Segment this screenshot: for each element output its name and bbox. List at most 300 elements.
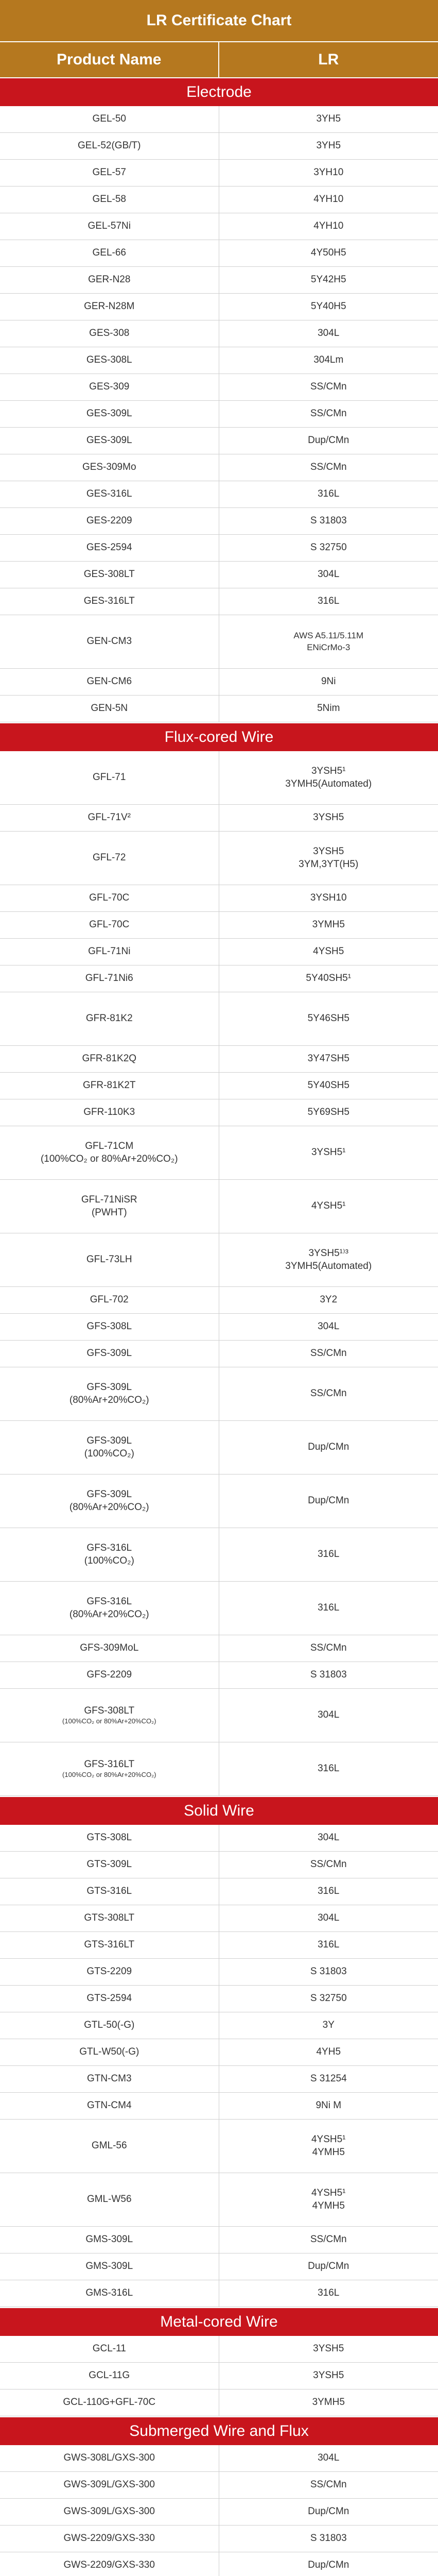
table-row <box>0 2173 438 2227</box>
product-name-cell <box>0 320 219 347</box>
product-name-cell <box>0 965 219 992</box>
lr-grade-cell <box>219 2363 438 2389</box>
lr-grade-text: 3YMH5(Automated) <box>285 778 372 789</box>
lr-grade-text: SS/CMn <box>310 1388 347 1399</box>
product-name-cell <box>0 1367 219 1420</box>
product-name-text: GEL-66 <box>92 247 126 259</box>
table-row <box>0 1475 438 1528</box>
table-row <box>0 1905 438 1932</box>
table-row <box>0 1959 438 1986</box>
lr-grade-text: 4YSH5¹ <box>311 2187 346 2198</box>
lr-grade-cell <box>219 588 438 615</box>
table-row <box>0 1367 438 1421</box>
product-name-text: GWS-2209/GXS-330 <box>63 2560 155 2571</box>
product-name-text: GEN-5N <box>91 703 128 714</box>
product-name-cell <box>0 2066 219 2092</box>
table-row <box>0 885 438 912</box>
product-name-text: GEL-52(GB/T) <box>78 140 141 151</box>
lr-grade-text: 3YH10 <box>313 167 344 178</box>
lr-grade-cell <box>219 213 438 240</box>
lr-grade-cell <box>219 1073 438 1099</box>
product-name-cell <box>0 374 219 400</box>
lr-grade-text: 5Y69SH5 <box>307 1107 349 1118</box>
section-header: Electrode <box>0 77 438 106</box>
product-name-cell <box>0 2280 219 2307</box>
lr-grade-text: 3YH5 <box>316 113 341 125</box>
product-name-cell <box>0 213 219 240</box>
lr-grade-text: S 31803 <box>310 1669 347 1681</box>
product-name-cell <box>0 2472 219 2498</box>
product-name-text: GES-309L <box>86 435 132 446</box>
product-name-cell <box>0 481 219 507</box>
product-name-text: GFL-71 <box>93 772 126 783</box>
product-name-text: GWS-308L/GXS-300 <box>63 2452 155 2464</box>
product-name-text: GFL-71NiSR <box>81 1194 137 1205</box>
table-row <box>0 1341 438 1367</box>
product-name-text: GFS-309L <box>86 1348 132 1359</box>
lr-grade-cell <box>219 2066 438 2092</box>
product-name-cell <box>0 2363 219 2389</box>
product-name-cell <box>0 535 219 561</box>
lr-grade-text: 4YMH5 <box>312 2200 345 2211</box>
lr-grade-text: 3YSH5¹ <box>311 765 346 776</box>
product-name-text: GTS-316L <box>86 1886 132 1897</box>
table-row <box>0 2472 438 2499</box>
lr-grade-cell <box>219 508 438 534</box>
table-row <box>0 267 438 294</box>
product-name-text: GFL-71CM <box>85 1140 134 1151</box>
product-name-cell <box>0 1986 219 2012</box>
lr-grade-text: 9Ni <box>321 676 336 687</box>
product-name-text: GFS-2209 <box>86 1669 132 1681</box>
product-name-text: GFL-71V² <box>87 812 131 823</box>
product-name-cell <box>0 1635 219 1662</box>
product-name-cell <box>0 2253 219 2280</box>
product-name-cell <box>0 2093 219 2119</box>
product-name-cell <box>0 267 219 293</box>
product-name-text: GFS-309L <box>86 1435 132 1446</box>
lr-grade-cell <box>219 912 438 938</box>
table-row <box>0 965 438 992</box>
table-row <box>0 1528 438 1582</box>
product-name-cell <box>0 588 219 615</box>
lr-grade-cell <box>219 992 438 1045</box>
table-row <box>0 1986 438 2012</box>
product-name-cell <box>0 2173 219 2226</box>
lr-grade-text: 4YH10 <box>313 221 344 232</box>
table-row <box>0 481 438 508</box>
product-name-cell <box>0 1582 219 1635</box>
lr-grade-cell <box>219 133 438 159</box>
section-header: Flux-cored Wire <box>0 722 438 751</box>
lr-grade-cell <box>219 454 438 481</box>
table-row <box>0 1689 438 1742</box>
lr-grade-text: 316L <box>318 1939 340 1951</box>
lr-grade-text: 4YSH5¹ <box>311 2133 346 2145</box>
product-name-cell <box>0 1233 219 1286</box>
lr-grade-text: S 32750 <box>310 542 347 553</box>
product-name-text: GES-2594 <box>86 542 132 553</box>
lr-grade-cell <box>219 1878 438 1905</box>
table-row <box>0 751 438 805</box>
lr-grade-cell <box>219 2552 438 2576</box>
product-name-text: GCL-110G+GFL-70C <box>63 2397 156 2408</box>
lr-grade-text: 304L <box>318 569 340 580</box>
lr-grade-cell <box>219 2012 438 2039</box>
table-row <box>0 2253 438 2280</box>
table-row <box>0 1046 438 1073</box>
product-name-cell <box>0 2039 219 2065</box>
table-row <box>0 2280 438 2307</box>
product-name-cell <box>0 1126 219 1179</box>
product-name-text: (100%CO₂) <box>84 1555 134 1566</box>
lr-grade-text: Dup/CMn <box>308 435 349 446</box>
lr-grade-cell <box>219 805 438 831</box>
product-name-text: GES-308L <box>86 354 132 366</box>
lr-grade-text: 3YMH5 <box>312 2397 345 2408</box>
lr-grade-text: SS/CMn <box>310 1642 347 1654</box>
lr-grade-cell <box>219 1046 438 1072</box>
lr-grade-text: 3YSH10 <box>310 892 347 904</box>
product-name-cell <box>0 562 219 588</box>
product-name-text: GFL-71Ni <box>88 946 131 957</box>
table-row <box>0 213 438 240</box>
table-row <box>0 160 438 187</box>
product-name-text: GFL-71Ni6 <box>85 973 133 984</box>
lr-grade-text: 4YSH5¹ <box>311 1200 346 1212</box>
lr-grade-cell <box>219 2093 438 2119</box>
lr-grade-cell <box>219 1099 438 1126</box>
product-name-text: GES-309 <box>89 381 130 393</box>
lr-grade-cell <box>219 1852 438 1878</box>
table-row <box>0 2093 438 2120</box>
product-name-text: GFL-70C <box>89 919 130 930</box>
lr-grade-cell <box>219 2472 438 2498</box>
lr-grade-cell <box>219 160 438 186</box>
product-name-cell <box>0 1046 219 1072</box>
lr-column-header: LR <box>318 51 339 68</box>
product-name-cell <box>0 1180 219 1233</box>
lr-grade-cell <box>219 428 438 454</box>
lr-grade-cell <box>219 2526 438 2552</box>
lr-grade-text: 3Y47SH5 <box>307 1053 349 1064</box>
table-row <box>0 2389 438 2416</box>
product-name-cell <box>0 2120 219 2173</box>
product-name-cell <box>0 1689 219 1742</box>
product-name-text: GEL-57Ni <box>87 221 131 232</box>
lr-grade-cell <box>219 1528 438 1581</box>
lr-grade-cell <box>219 939 438 965</box>
table-row <box>0 2012 438 2039</box>
product-name-text: GFS-309MoL <box>80 1642 139 1654</box>
product-name-text: GTS-2209 <box>86 1966 132 1977</box>
lr-grade-text: 316L <box>318 1549 340 1560</box>
product-name-text: GTS-316LT <box>84 1939 135 1951</box>
product-name-text: (80%Ar+20%CO₂) <box>69 1501 149 1513</box>
lr-grade-cell <box>219 965 438 992</box>
lr-grade-cell <box>219 1959 438 1985</box>
lr-grade-cell <box>219 832 438 885</box>
lr-grade-cell <box>219 2227 438 2253</box>
lr-grade-text: 316L <box>318 596 340 607</box>
product-name-text: GEL-58 <box>92 194 126 205</box>
lr-grade-cell <box>219 1367 438 1420</box>
lr-grade-cell <box>219 1126 438 1179</box>
lr-grade-text: SS/CMn <box>310 408 347 419</box>
product-name-text: (100%CO₂ or 80%Ar+20%CO₂) <box>62 1717 156 1725</box>
product-name-text: GTL-W50(-G) <box>79 2046 139 2058</box>
lr-grade-text: 3YH5 <box>316 140 341 151</box>
table-row <box>0 1126 438 1180</box>
product-name-cell <box>0 133 219 159</box>
product-name-cell <box>0 187 219 213</box>
lr-grade-cell <box>219 1905 438 1931</box>
lr-grade-cell <box>219 401 438 427</box>
lr-grade-text: 3YSH5¹⁾³ <box>308 1247 349 1259</box>
column-header-row <box>0 41 438 77</box>
product-name-cell <box>0 615 219 668</box>
table-row <box>0 1314 438 1341</box>
lr-grade-cell <box>219 294 438 320</box>
lr-grade-cell <box>219 2499 438 2525</box>
lr-grade-text: AWS A5.11/5.11M <box>293 631 364 641</box>
lr-grade-text: SS/CMn <box>310 1348 347 1359</box>
table-row <box>0 669 438 696</box>
lr-grade-cell <box>219 1932 438 1958</box>
lr-grade-cell <box>219 1475 438 1528</box>
lr-grade-text: 4YH10 <box>313 194 344 205</box>
lr-grade-text: 304L <box>318 1321 340 1332</box>
product-name-text: GEL-50 <box>92 113 126 125</box>
product-name-text: GTS-2594 <box>86 1993 132 2004</box>
lr-grade-cell <box>219 751 438 804</box>
lr-grade-text: 304L <box>318 328 340 339</box>
product-name-cell <box>0 1932 219 1958</box>
lr-grade-text: 5Y40SH5 <box>307 1080 349 1091</box>
product-name-text: GFL-702 <box>90 1294 129 1306</box>
lr-grade-text: 5Y40SH5¹ <box>306 973 352 984</box>
table-row <box>0 454 438 481</box>
product-name-text: GMS-309L <box>85 2261 133 2272</box>
table-row <box>0 939 438 965</box>
lr-grade-cell <box>219 562 438 588</box>
table-row <box>0 2066 438 2093</box>
lr-grade-text: Dup/CMn <box>308 2261 349 2272</box>
product-name-cell <box>0 912 219 938</box>
lr-grade-text: 304L <box>318 1709 340 1721</box>
section-header: Solid Wire <box>0 1796 438 1825</box>
lr-grade-text: Dup/CMn <box>308 2506 349 2517</box>
product-name-cell <box>0 2499 219 2525</box>
product-name-cell <box>0 106 219 132</box>
product-name-text: GES-316LT <box>83 596 135 607</box>
product-name-cell <box>0 454 219 481</box>
table-row <box>0 508 438 535</box>
lr-grade-text: S 31803 <box>310 515 347 527</box>
lr-grade-text: SS/CMn <box>310 462 347 473</box>
product-name-cell <box>0 1959 219 1985</box>
lr-grade-text: 4YSH5 <box>313 946 344 957</box>
product-name-cell <box>0 428 219 454</box>
product-name-cell <box>0 1341 219 1367</box>
product-name-cell <box>0 1878 219 1905</box>
lr-grade-text: 5Y42H5 <box>310 274 346 285</box>
lr-grade-text: 3YSH5 <box>313 2343 344 2354</box>
lr-grade-cell <box>219 615 438 668</box>
product-name-text: GWS-309L/GXS-300 <box>63 2479 155 2490</box>
lr-grade-cell <box>219 1341 438 1367</box>
product-name-text: GMS-316L <box>85 2287 133 2299</box>
product-name-cell <box>0 1852 219 1878</box>
product-name-text: GES-316L <box>86 488 132 500</box>
product-name-text: GFL-73LH <box>86 1254 132 1265</box>
lr-grade-cell <box>219 1287 438 1313</box>
section-header: Metal-cored Wire <box>0 2307 438 2336</box>
table-row <box>0 1662 438 1689</box>
lr-grade-text: 304L <box>318 1832 340 1843</box>
product-name-text: GTL-50(-G) <box>84 2020 135 2031</box>
product-name-text: GFS-308L <box>86 1321 132 1332</box>
lr-grade-text: S 31803 <box>310 1966 347 1977</box>
table-row <box>0 615 438 669</box>
product-name-cell <box>0 2552 219 2576</box>
table-row <box>0 2120 438 2173</box>
product-name-cell <box>0 751 219 804</box>
product-name-cell <box>0 240 219 266</box>
product-name-text: GER-N28M <box>84 301 135 312</box>
product-name-cell <box>0 669 219 695</box>
lr-grade-cell <box>219 481 438 507</box>
lr-grade-text: 3YSH5 <box>313 845 344 857</box>
product-name-text: (PWHT) <box>91 1207 127 1218</box>
lr-grade-text: 5Nim <box>317 703 340 714</box>
table-row <box>0 696 438 722</box>
table-row <box>0 2227 438 2253</box>
lr-grade-cell <box>219 669 438 695</box>
product-name-text: GFS-309L <box>86 1488 132 1500</box>
lr-grade-cell <box>219 1689 438 1742</box>
lr-grade-cell <box>219 374 438 400</box>
table-row <box>0 2499 438 2526</box>
lr-grade-text: 5Y46SH5 <box>307 1013 349 1024</box>
table-row <box>0 1421 438 1475</box>
product-name-cell <box>0 2389 219 2416</box>
lr-grade-cell <box>219 885 438 911</box>
lr-grade-text: S 32750 <box>310 1993 347 2004</box>
lr-grade-text: Dup/CMn <box>308 1495 349 1506</box>
product-name-text: GES-308 <box>89 328 130 339</box>
table-row <box>0 133 438 160</box>
lr-grade-text: 3YMH5(Automated) <box>285 1260 372 1272</box>
product-name-cell <box>0 1742 219 1795</box>
lr-grade-text: SS/CMn <box>310 1859 347 1870</box>
product-name-cell <box>0 939 219 965</box>
product-name-cell <box>0 1662 219 1688</box>
table-row <box>0 2445 438 2472</box>
table-row <box>0 2363 438 2389</box>
product-name-text: GFS-309L <box>86 1381 132 1393</box>
product-name-text: (100%CO₂) <box>84 1448 134 1459</box>
product-name-text: GES-309Mo <box>82 462 136 473</box>
product-name-text: GEN-CM6 <box>86 676 132 687</box>
product-name-text: GFS-316L <box>86 1542 132 1553</box>
product-name-cell <box>0 347 219 374</box>
product-name-text: GFS-316L <box>86 1596 132 1607</box>
lr-grade-cell <box>219 1180 438 1233</box>
table-row <box>0 588 438 615</box>
lr-grade-cell <box>219 2445 438 2471</box>
product-name-cell <box>0 294 219 320</box>
lr-grade-text: 304L <box>318 1912 340 1924</box>
product-name-cell <box>0 2012 219 2039</box>
table-row <box>0 320 438 347</box>
product-name-text: (80%Ar+20%CO₂) <box>69 1394 149 1405</box>
product-name-text: GES-308LT <box>83 569 135 580</box>
table-row <box>0 294 438 320</box>
lr-grade-cell <box>219 1421 438 1474</box>
lr-grade-text: 304Lm <box>313 354 344 366</box>
product-name-text: GER-N28 <box>88 274 131 285</box>
table-row <box>0 1825 438 1852</box>
lr-grade-text: 5Y40H5 <box>310 301 346 312</box>
table-row <box>0 240 438 267</box>
lr-grade-cell <box>219 2039 438 2065</box>
product-name-text: GFS-308LT <box>84 1705 135 1716</box>
product-name-text: GEN-CM3 <box>86 636 132 647</box>
table-row <box>0 1180 438 1233</box>
table-row <box>0 992 438 1046</box>
product-name-text: GFS-316LT <box>84 1758 135 1770</box>
product-name-cell <box>0 1287 219 1313</box>
lr-grade-cell <box>219 1825 438 1851</box>
product-name-cell <box>0 508 219 534</box>
product-name-text: GTN-CM4 <box>86 2100 132 2111</box>
product-name-text: GTS-309L <box>86 1859 132 1870</box>
lr-grade-text: 4YMH5 <box>312 2146 345 2158</box>
table-row <box>0 1932 438 1959</box>
lr-grade-cell <box>219 2120 438 2173</box>
table-row <box>0 1073 438 1099</box>
lr-grade-cell <box>219 187 438 213</box>
lr-grade-text: 9Ni M <box>316 2100 342 2111</box>
lr-grade-cell <box>219 320 438 347</box>
product-name-cell <box>0 2445 219 2471</box>
lr-grade-text: 316L <box>318 2287 340 2299</box>
lr-grade-cell <box>219 1233 438 1286</box>
product-name-text: GES-2209 <box>86 515 132 527</box>
lr-grade-cell <box>219 1635 438 1662</box>
table-row <box>0 805 438 832</box>
product-name-text: GCL-11 <box>92 2343 126 2354</box>
lr-grade-text: 4YH5 <box>316 2046 341 2058</box>
table-row <box>0 1635 438 1662</box>
table-row <box>0 187 438 213</box>
lr-grade-text: SS/CMn <box>310 381 347 393</box>
section-header: Submerged Wire and Flux <box>0 2416 438 2445</box>
table-row <box>0 1878 438 1905</box>
product-name-cell <box>0 832 219 885</box>
table-row <box>0 2039 438 2066</box>
lr-grade-cell <box>219 2253 438 2280</box>
lr-grade-cell <box>219 696 438 722</box>
product-name-text: GTS-308L <box>86 1832 132 1843</box>
table-row <box>0 106 438 133</box>
lr-grade-cell <box>219 267 438 293</box>
lr-grade-cell <box>219 1314 438 1340</box>
lr-grade-text: SS/CMn <box>310 2479 347 2490</box>
product-name-text: GMS-309L <box>85 2234 133 2245</box>
lr-grade-cell <box>219 1582 438 1635</box>
